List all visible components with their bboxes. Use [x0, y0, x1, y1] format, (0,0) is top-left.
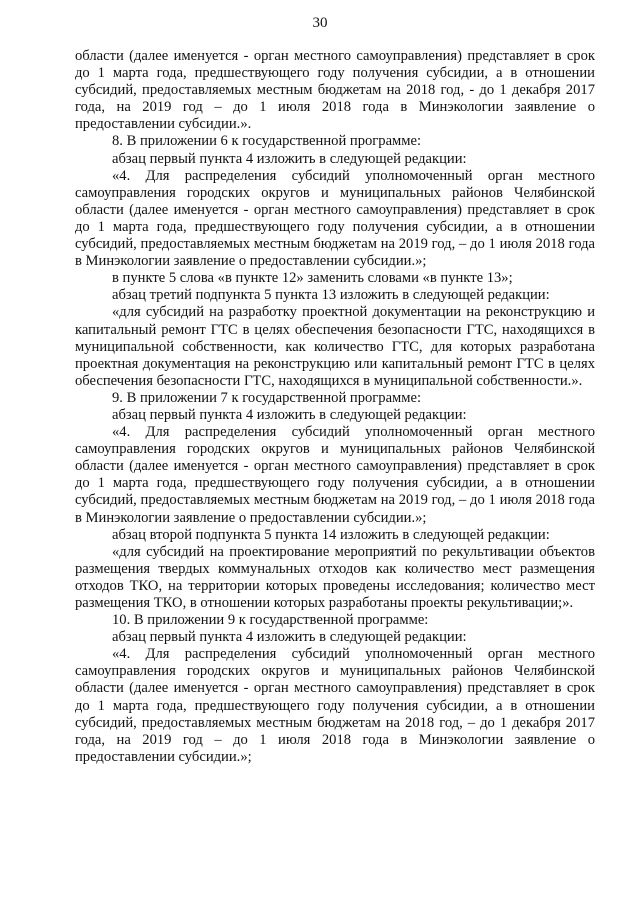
paragraph-quoted-text: «4. Для распределения субсидий уполномоченный орган местного самоуправления городских округов и муниципальных районов Челябинской области (далее именуется - орган местного самоуправления) представляет в срок до 1 марта года, предшествующего году получения субсидии, а в отношении субсидий, предоставляемых местным бюджетам на 2018 год, – до 1 декабря 2017 года, на 2019 год – до 1 июля 2018 года в Минэкологии заявление о предоставлении субсидии.»;: [75, 646, 595, 765]
paragraph-section-8-heading: 8. В приложении 6 к государственной программе:: [112, 133, 422, 150]
paragraph-instruction: абзац первый пункта 4 изложить в следующей редакции:: [112, 406, 467, 423]
page-number: 30: [312, 15, 328, 31]
paragraph-quoted-text: «для субсидий на разработку проектной документации на реконструкцию и капитальный ремонт ГТС в целях обеспечения безопасности ГТС, находящихся в муниципальной собственности, как количество ГТС, для которых разработана проектная документация на реконструкцию или капитальный ремонт ГТС в целях обеспечения безопасности ГТС, находящихся в муниципальной собственности.».: [75, 304, 595, 389]
paragraph-quoted-text: «4. Для распределения субсидий уполномоченный орган местного самоуправления городских округов и муниципальных районов Челябинской области (далее именуется - орган местного самоуправления) представляет в срок до 1 марта года, предшествующего году получения субсидии, а в отношении субсидий, предоставляемых местным бюджетам на 2019 год, – до 1 июля 2018 года в Минэкологии заявление о предоставлении субсидии.»;: [75, 424, 595, 526]
paragraph-section-10-heading: 10. В приложении 9 к государственной программе:: [112, 612, 429, 629]
paragraph-section-9-heading: 9. В приложении 7 к государственной программе:: [112, 389, 422, 406]
paragraph-instruction: абзац первый пункта 4 изложить в следующей редакции:: [112, 629, 467, 646]
paragraph-instruction: абзац третий подпункта 5 пункта 13 изложить в следующей редакции:: [112, 287, 550, 304]
paragraph-instruction: в пункте 5 слова «в пункте 12» заменить словами «в пункте 13»;: [112, 270, 513, 287]
paragraph-quoted-text: «4. Для распределения субсидий уполномоченный орган местного самоуправления городских округов и муниципальных районов Челябинской области (далее именуется - орган местного самоуправления) представляет в срок до 1 марта года, предшествующего году получения субсидии, а в отношении субсидий, предоставляемых местным бюджетам на 2019 год, – до 1 июля 2018 года в Минэкологии заявление о предоставлении субсидии.»;: [75, 167, 595, 270]
paragraph-instruction: абзац первый пункта 4 изложить в следующей редакции:: [112, 150, 467, 167]
document-body: [75, 48, 595, 766]
paragraph-continuation: области (далее именуется - орган местного самоуправления) представляет в срок до 1 марта года, предшествующего году получения субсидии, а в отношении субсидий, предоставляемых местным бюджетам на 2018 год, - до 1 декабря 2017 года, на 2019 год – до 1 июля 2018 года в Минэкологии заявление о предоставлении субсидии.».: [75, 48, 595, 133]
paragraph-quoted-text: «для субсидий на проектирование мероприятий по рекультивации объектов размещения твердых коммунальных отходов как количество мест размещения отходов ТКО, на территории которых проведены исследования; количество мест размещения ТКО, в отношении которых разработаны проекты рекультивации;».: [75, 543, 595, 611]
paragraph-instruction: абзац второй подпункта 5 пункта 14 изложить в следующей редакции:: [112, 526, 550, 543]
